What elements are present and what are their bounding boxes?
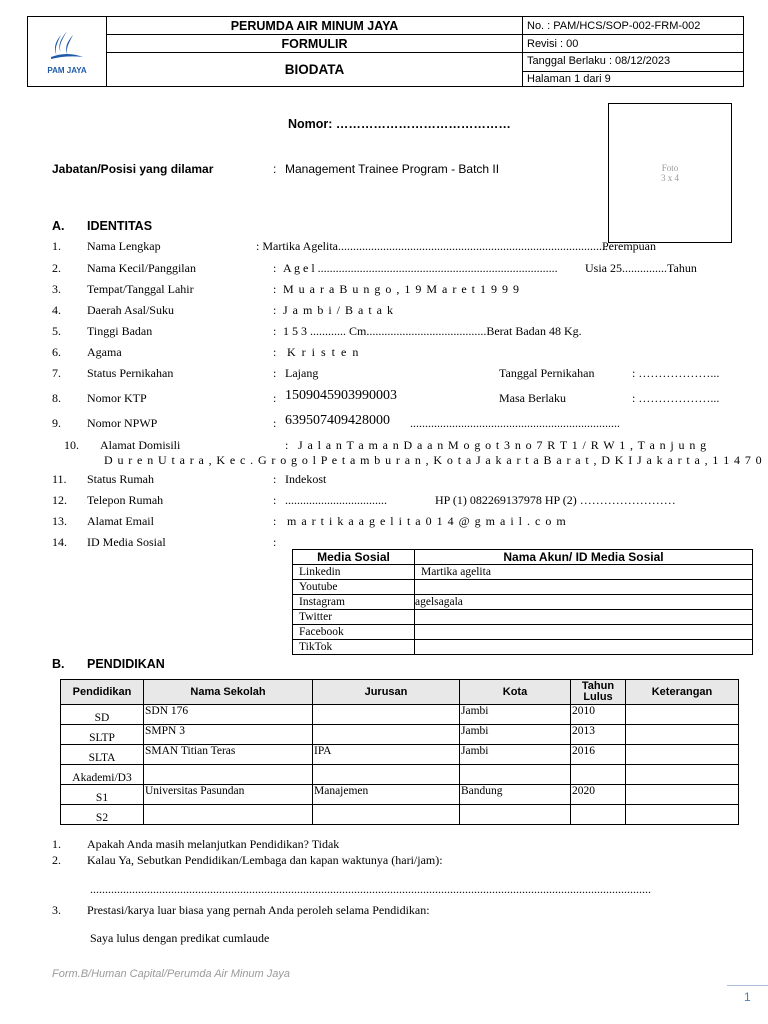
edu-major[interactable] (313, 705, 460, 725)
validity-value[interactable]: : ………………... (632, 391, 720, 405)
achievement-question: Prestasi/karya luar biasa yang pernah Anda peroleh selama Pendidikan: (87, 903, 430, 917)
edu-note[interactable] (626, 725, 739, 745)
row-number: 5. (52, 324, 61, 338)
colon: : (273, 391, 277, 405)
page-info: Halaman 1 dari 9 (527, 72, 611, 85)
account-value[interactable] (415, 610, 753, 625)
edu-level: Akademi/D3 (61, 765, 144, 785)
marriage-date-value[interactable]: : ………………... (632, 366, 720, 380)
row-number: 6. (52, 345, 61, 359)
edu-note[interactable] (626, 705, 739, 725)
height-weight-value[interactable]: 1 5 3 ............ Cm........................................Berat Badan 48 Kg. (283, 324, 582, 338)
nomor-field: Nomor: …………………………………… (288, 117, 511, 131)
table-row (293, 625, 753, 640)
edu-header-major: Jurusan (313, 680, 460, 705)
birth-label: Tempat/Tanggal Lahir (87, 282, 194, 296)
full-name-value[interactable]: : Martika Agelita.......................................................................................... (256, 239, 608, 253)
mobile-phone-value[interactable]: HP (1) 082269137978 HP (2) …………………… (435, 493, 676, 507)
table-row (61, 805, 739, 825)
table-row (293, 640, 753, 655)
edu-note[interactable] (626, 805, 739, 825)
photo-size: 3 x 4 (661, 173, 679, 183)
edu-note[interactable] (626, 765, 739, 785)
account-value[interactable] (415, 640, 753, 655)
position-label: Jabatan/Posisi yang dilamar (52, 162, 214, 176)
edu-header-note: Keterangan (626, 680, 739, 705)
colon: : (273, 366, 277, 380)
continue-education-question: Apakah Anda masih melanjutkan Pendidikan? Tidak (87, 837, 340, 851)
table-row (61, 725, 739, 745)
logo-cell (28, 17, 107, 87)
section-b-letter: B. (52, 657, 65, 671)
education-detail-answer[interactable]: ........................................................................................................................................................................................... (90, 882, 651, 896)
question-number: 3. (52, 903, 61, 917)
table-row (61, 765, 739, 785)
table-row (61, 705, 739, 725)
edu-year[interactable]: 2016 (571, 745, 626, 765)
nickname-label: Nama Kecil/Panggilan (87, 261, 196, 275)
account-value[interactable]: Martika agelita (415, 565, 753, 580)
age-value[interactable]: Usia 25...............Tahun (585, 261, 697, 275)
media-name: Linkedin (293, 565, 415, 580)
achievement-answer[interactable]: Saya lulus dengan predikat cumlaude (90, 931, 270, 945)
row-number: 10. (64, 438, 79, 452)
colon: : (273, 282, 277, 296)
colon: : (273, 324, 277, 338)
ktp-value[interactable]: 1509045903990003 (285, 388, 397, 403)
npwp-label: Nomor NPWP (87, 416, 158, 430)
row-number: 12. (52, 493, 67, 507)
edu-school[interactable]: SMAN Titian Teras (144, 745, 313, 765)
table-row (293, 610, 753, 625)
row-number: 11. (52, 472, 67, 486)
section-a-letter: A. (52, 219, 65, 233)
address-line-1[interactable]: J a l a n T a m a n D a a n M o g o t 3 n o 7 R T 1 / R W 1 , T a n j u n g (298, 438, 708, 452)
edu-city[interactable]: Jambi (460, 725, 571, 745)
ktp-label: Nomor KTP (87, 391, 147, 405)
edu-year[interactable]: 2020 (571, 785, 626, 805)
company-name: PERUMDA AIR MINUM JAYA (107, 17, 523, 35)
media-name: Twitter (293, 610, 415, 625)
question-number: 2. (52, 853, 61, 867)
doc-title: BIODATA (107, 53, 523, 87)
marital-label: Status Pernikahan (87, 366, 174, 380)
address-label: Alamat Domisili (100, 438, 181, 452)
photo-label: Foto (661, 163, 679, 173)
edu-year[interactable] (571, 765, 626, 785)
form-footer: Form.B/Human Capital/Perumda Air Minum Jaya (52, 968, 291, 980)
colon: : (273, 303, 277, 317)
edu-city[interactable]: Jambi (460, 705, 571, 725)
edu-city[interactable] (460, 805, 571, 825)
housing-value[interactable]: Indekost (285, 472, 327, 486)
edu-year[interactable] (571, 805, 626, 825)
colon: : (273, 535, 277, 549)
edu-major[interactable]: Manajemen (313, 785, 460, 805)
account-header: Nama Akun/ ID Media Sosial (415, 550, 753, 565)
edu-school[interactable] (144, 805, 313, 825)
row-number: 2. (52, 261, 61, 275)
edu-city[interactable]: Bandung (460, 785, 571, 805)
religion-label: Agama (87, 345, 122, 359)
position-value: Management Trainee Program - Batch II (285, 162, 500, 176)
account-value[interactable]: agelsagala (415, 595, 753, 610)
date-page-cell (523, 53, 744, 87)
media-name: Facebook (293, 625, 415, 640)
row-number: 3. (52, 282, 61, 296)
colon: : (273, 261, 277, 275)
effective-date: Tanggal Berlaku : 08/12/2023 (523, 54, 743, 72)
photo-box[interactable] (608, 103, 732, 243)
revision: Revisi : 00 (523, 35, 744, 53)
nickname-value[interactable]: A g e l ................................................................................ (283, 261, 558, 275)
colon: : (273, 416, 277, 430)
edu-year[interactable]: 2013 (571, 725, 626, 745)
home-phone-value[interactable]: .................................. (285, 493, 387, 507)
row-number: 1. (52, 239, 61, 253)
colon: : (273, 493, 277, 507)
doc-number: No. : PAM/HCS/SOP-002-FRM-002 (523, 17, 744, 35)
question-number: 1. (52, 837, 61, 851)
marital-value[interactable]: Lajang (285, 366, 319, 380)
edu-header-year: Tahun Lulus (571, 680, 626, 705)
edu-school[interactable] (144, 765, 313, 785)
npwp-dots: ...................................................................... (410, 416, 620, 430)
edu-school[interactable]: SMPN 3 (144, 725, 313, 745)
account-value[interactable] (415, 580, 753, 595)
colon: : (273, 514, 277, 528)
table-row (293, 565, 753, 580)
edu-city[interactable]: Jambi (460, 745, 571, 765)
validity-label: Masa Berlaku (499, 391, 566, 405)
account-value[interactable] (415, 625, 753, 640)
housing-label: Status Rumah (87, 472, 155, 486)
form-type: FORMULIR (107, 35, 523, 53)
position-colon: : (273, 162, 277, 176)
gender-value[interactable]: Perempuan (602, 239, 656, 253)
logo-text: PAM JAYA (47, 65, 87, 75)
row-number: 4. (52, 303, 61, 317)
colon: : (285, 438, 289, 452)
origin-value[interactable]: J a m b i / B a t a k (283, 303, 394, 317)
row-number: 14. (52, 535, 67, 549)
colon: : (273, 345, 277, 359)
section-b-title: PENDIDIKAN (87, 657, 165, 671)
media-name: Instagram (293, 595, 415, 610)
email-label: Alamat Email (87, 514, 154, 528)
edu-note[interactable] (626, 785, 739, 805)
religion-value[interactable]: K r i s t e n (287, 345, 360, 359)
edu-city[interactable] (460, 765, 571, 785)
edu-major[interactable] (313, 765, 460, 785)
email-value[interactable]: m a r t i k a a g e l i t a 0 1 4 @ g m a i l . c o m (287, 514, 567, 528)
page-number-divider (727, 985, 768, 986)
npwp-value[interactable]: 639507409428000 (285, 413, 390, 428)
row-number: 8. (52, 391, 61, 405)
address-line-2[interactable]: D u r e n U t a r a , K e c . G r o g o l P e t a m b u r a n , K o t a J a k a r t a B a r a t , D K I J a k a r t a , 1 1 4 7 0 (104, 453, 763, 467)
edu-level: S2 (61, 805, 144, 825)
section-a-title: IDENTITAS (87, 219, 153, 233)
edu-major[interactable] (313, 805, 460, 825)
edu-header-school: Nama Sekolah (144, 680, 313, 705)
edu-note[interactable] (626, 745, 739, 765)
media-header: Media Sosial (293, 550, 415, 565)
media-name: TikTok (293, 640, 415, 655)
edu-major[interactable] (313, 725, 460, 745)
edu-major[interactable]: IPA (313, 745, 460, 765)
social-media-label: ID Media Sosial (87, 535, 166, 549)
marriage-date-label: Tanggal Pernikahan (499, 366, 595, 380)
row-number: 7. (52, 366, 61, 380)
edu-header-city: Kota (460, 680, 571, 705)
origin-label: Daerah Asal/Suku (87, 303, 174, 317)
document-header (27, 16, 744, 87)
home-phone-label: Telepon Rumah (87, 493, 164, 507)
education-table (60, 679, 739, 825)
edu-level: SD (61, 705, 144, 725)
edu-level: SLTA (61, 745, 144, 765)
pam-jaya-logo-icon (47, 29, 87, 63)
birth-value[interactable]: M u a r a B u n g o , 1 9 M a r e t 1 9 9 9 (283, 282, 520, 296)
edu-header-level: Pendidikan (61, 680, 144, 705)
media-name: Youtube (293, 580, 415, 595)
height-label: Tinggi Badan (87, 324, 153, 338)
table-row (293, 595, 753, 610)
social-media-table (292, 549, 753, 655)
edu-level: S1 (61, 785, 144, 805)
table-row (293, 580, 753, 595)
edu-school[interactable]: SDN 176 (144, 705, 313, 725)
table-row (61, 745, 739, 765)
education-detail-question: Kalau Ya, Sebutkan Pendidikan/Lembaga dan kapan waktunya (hari/jam): (87, 853, 443, 867)
edu-school[interactable]: Universitas Pasundan (144, 785, 313, 805)
page-number: 1 (744, 990, 751, 1004)
edu-level: SLTP (61, 725, 144, 745)
row-number: 9. (52, 416, 61, 430)
full-name-label: Nama Lengkap (87, 239, 161, 253)
row-number: 13. (52, 514, 67, 528)
table-row (61, 785, 739, 805)
colon: : (273, 472, 277, 486)
edu-year[interactable]: 2010 (571, 705, 626, 725)
